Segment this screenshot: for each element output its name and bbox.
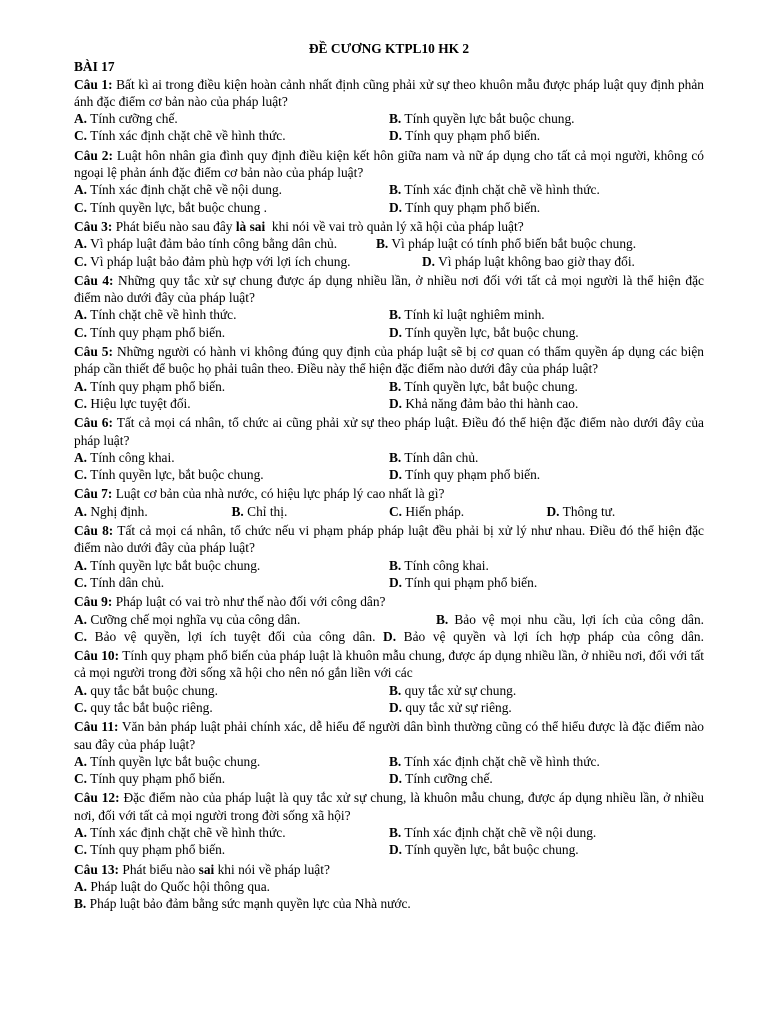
item-text: Cưỡng chế mọi nghĩa vụ của công dân. xyxy=(90,611,301,627)
option-d xyxy=(389,574,704,591)
item-text: Tính quy phạm phổ biến. xyxy=(405,467,541,483)
item-text: Tính quy phạm phổ biến. xyxy=(90,771,226,787)
item-label: D. xyxy=(389,842,403,858)
item-label: A. xyxy=(74,236,88,252)
option-d xyxy=(389,395,704,412)
question-10 xyxy=(74,647,704,716)
document-title: ĐỀ CƯƠNG KTPL10 HK 2 xyxy=(308,41,470,56)
option-d xyxy=(547,503,705,520)
item-text: Vì pháp luật có tính phổ biến bắt buộc chung. xyxy=(391,236,637,252)
item-label: D. xyxy=(389,574,403,590)
option-a xyxy=(74,611,436,628)
item-text: Tính quyền lực bắt buộc chung. xyxy=(90,557,261,573)
item-label: C. xyxy=(74,467,88,483)
item-label: Câu 1: xyxy=(74,76,113,92)
item-text: Tính công khai. xyxy=(404,557,489,573)
item-text: Tất cả mọi cá nhân, tổ chức nếu vi phạm pháp pháp luật đều phải bị xử lý như nhau. Điều đó thể hiện đặc điểm nào dưới đây của pháp luật? xyxy=(74,523,704,556)
item-text: Tính xác định chặt chẽ về hình thức. xyxy=(90,128,286,144)
item-label: C. xyxy=(74,628,88,644)
item-text: Tính quy phạm phổ biến. xyxy=(90,324,226,340)
item-label: D. xyxy=(546,503,560,519)
item-label: C. xyxy=(389,503,403,519)
item-text: Tính xác định chặt chẽ về hình thức. xyxy=(404,182,600,198)
item-text: Phát biểu nào xyxy=(122,861,199,877)
option-a xyxy=(74,878,704,895)
option-c xyxy=(74,699,389,716)
item-text: Nghị định. xyxy=(90,503,148,519)
option-b xyxy=(232,503,390,520)
item-label: A. xyxy=(74,378,88,394)
item-label: B. xyxy=(389,182,402,198)
item-label: Câu 5: xyxy=(74,344,113,360)
item-text: Tính cưỡng chế. xyxy=(405,771,493,787)
item-text: Tính quy phạm phổ biến. xyxy=(90,378,226,394)
item-text: Tính dân chủ. xyxy=(404,449,479,465)
item-label: Câu 11: xyxy=(74,719,119,735)
option-d xyxy=(389,127,704,144)
item-label: C. xyxy=(74,771,88,787)
item-text: Luật hôn nhân gia đình quy định điều kiện kết hôn giữa nam và nữ áp dụng cho tất cả mọi người, không có ngoại lệ phản ánh đặc điểm cơ bản nào của pháp luật? xyxy=(74,147,704,181)
item-label: D. xyxy=(383,628,397,644)
item-text: Những quy tắc xử sự chung được áp dụng nhiều lần, ở nhiều nơi đối với tất cả mọi người là thể hiện đặc điểm nào dưới đây của pháp luật? xyxy=(74,272,704,306)
item-text: Đặc điểm nào của pháp luật là quy tắc xử sự chung, là khuôn mẫu chung, được áp dụng nhiều lần, ở nhiều nơi, đối với tất cả mọi người trong đời sống xã hội? xyxy=(74,790,704,823)
item-text: Tính quy phạm phổ biến. xyxy=(405,128,541,144)
option-b xyxy=(389,682,704,699)
item-text: Tính kỉ luật nghiêm minh. xyxy=(404,307,545,323)
option-b xyxy=(389,557,704,574)
question-13 xyxy=(74,861,704,913)
item-text: Tính quyền lực, bắt buộc chung. xyxy=(405,324,579,340)
option-c xyxy=(74,770,389,787)
option-b xyxy=(74,895,704,912)
item-text: Tính quyền lực, bắt buộc chung. xyxy=(404,378,578,394)
item-text: sai xyxy=(198,861,215,877)
item-label: A. xyxy=(74,825,88,841)
item-text: khi nói về pháp luật? xyxy=(214,861,330,877)
item-text: Tính quyền lực, bắt buộc chung . xyxy=(90,199,267,215)
option-d xyxy=(389,841,704,858)
item-text: quy tắc bắt buộc riêng. xyxy=(90,699,213,715)
item-label: B. xyxy=(74,896,87,912)
question-4 xyxy=(74,272,704,341)
option-b xyxy=(376,235,636,252)
item-label: C. xyxy=(74,324,88,340)
item-label: B. xyxy=(389,753,402,769)
item-text: Tính quyền lực, bắt buộc chung. xyxy=(405,842,579,858)
option-a xyxy=(74,503,232,520)
item-text: Tất cả mọi cá nhân, tổ chức ai cũng phải xử sự theo pháp luật. Điều đó thể hiện đặc điểm nào dưới đây của pháp luật? xyxy=(74,415,704,448)
question-12 xyxy=(74,789,704,858)
option-a xyxy=(74,449,389,466)
item-text: Tính quyền lực, bắt buộc chung. xyxy=(90,467,264,483)
item-label: Câu 3: xyxy=(74,218,113,234)
item-text: Văn bản pháp luật phải chính xác, dễ hiểu để người dân bình thường cũng có thể hiểu được là đặc điểm nào sau đây của pháp luật? xyxy=(74,719,704,752)
item-label: D. xyxy=(389,467,403,483)
item-label: A. xyxy=(74,611,88,627)
option-b xyxy=(436,611,704,628)
option-c xyxy=(389,503,547,520)
item-label: Câu 7: xyxy=(74,486,113,502)
item-text: Hiệu lực tuyệt đối. xyxy=(90,395,191,411)
item-text: Bảo vệ quyền, lợi ích tuyệt đối của công dân. xyxy=(94,628,376,644)
item-label: D. xyxy=(389,324,403,340)
option-a xyxy=(74,378,389,395)
option-a xyxy=(74,824,389,841)
item-label: Câu 4: xyxy=(74,272,114,288)
item-text: Tính quy phạm phổ biến của pháp luật là khuôn mẫu chung, được áp dụng nhiều lần, ở nhiều nơi, đối với tất cả mọi người trong đời sống xã hội cho nên nó gắn liền với các xyxy=(74,648,704,681)
option-b xyxy=(389,110,704,127)
item-text: Tính cưỡng chế. xyxy=(90,111,178,127)
item-label: D. xyxy=(389,199,403,215)
item-label: A. xyxy=(74,111,88,127)
option-c xyxy=(74,127,389,144)
item-label: Câu 13: xyxy=(74,861,120,877)
question-3 xyxy=(74,218,704,270)
option-c xyxy=(74,574,389,591)
option-a xyxy=(74,181,389,198)
item-label: C. xyxy=(74,574,88,590)
option-c xyxy=(74,253,422,270)
item-text: Tính chặt chẽ về hình thức. xyxy=(90,307,237,323)
option-d xyxy=(389,466,704,483)
item-label: C. xyxy=(74,699,88,715)
item-label: A. xyxy=(74,682,88,698)
item-text: là sai xyxy=(235,218,266,234)
item-label: C. xyxy=(74,842,88,858)
item-label: B. xyxy=(389,111,402,127)
item-text: quy tắc bắt buộc chung. xyxy=(90,682,218,698)
item-text: Tính qui phạm phổ biến. xyxy=(405,574,538,590)
item-text: Chỉ thị. xyxy=(247,503,288,519)
option-a xyxy=(74,306,389,323)
item-text: Khả năng đảm bảo thi hành cao. xyxy=(405,395,579,411)
item-label: Câu 6: xyxy=(74,415,113,431)
question-1 xyxy=(74,76,704,145)
option-a xyxy=(74,235,376,252)
item-label: B. xyxy=(436,611,449,627)
item-label: A. xyxy=(74,307,88,323)
item-text: Luật cơ bản của nhà nước, có hiệu lực pháp lý cao nhất là gì? xyxy=(115,486,445,502)
item-text: Pháp luật do Quốc hội thông qua. xyxy=(90,878,271,894)
item-label: A. xyxy=(74,503,88,519)
option-b xyxy=(389,181,704,198)
item-text: Vì pháp luật bảo đảm phù hợp với lợi ích chung. xyxy=(90,253,351,269)
option-c xyxy=(74,841,389,858)
item-label: Câu 12: xyxy=(74,790,120,806)
item-text: Tính xác định chặt chẽ về hình thức. xyxy=(90,825,286,841)
question-11 xyxy=(74,718,704,787)
item-text: Tính công khai. xyxy=(90,449,175,465)
item-label: B. xyxy=(376,236,389,252)
item-text: Vì pháp luật đảm bảo tính công bằng dân chủ. xyxy=(90,236,338,252)
option-c xyxy=(74,395,389,412)
item-text: Bảo vệ mọi nhu cầu, lợi ích của công dân. xyxy=(454,611,705,627)
option-b xyxy=(389,378,704,395)
option-d xyxy=(389,199,704,216)
item-label: D. xyxy=(389,395,403,411)
question-8 xyxy=(74,522,704,591)
item-text: Tính xác định chặt chẽ về nội dung. xyxy=(404,825,597,841)
item-text: Tính dân chủ. xyxy=(90,574,165,590)
item-text: Vì pháp luật không bao giờ thay đổi. xyxy=(438,253,635,269)
item-text: khi nói về vai trò quản lý xã hội của pháp luật? xyxy=(265,218,524,234)
item-text: Thông tư. xyxy=(562,503,616,519)
option-d xyxy=(422,253,635,270)
option-d xyxy=(389,770,704,787)
item-label: D. xyxy=(422,253,436,269)
item-label: B. xyxy=(231,503,244,519)
option-d xyxy=(389,324,704,341)
item-text: Những người có hành vi không đúng quy định của pháp luật sẽ bị cơ quan có thẩm quyền áp dụng các biện pháp cần thiết để buộc họ phải tuân theo. Điều này thể hiện đặc điểm nào dưới đây của pháp luật? xyxy=(74,344,704,377)
item-label: D. xyxy=(389,128,403,144)
item-text: Tính quyền lực bắt buộc chung. xyxy=(404,111,575,127)
item-label: A. xyxy=(74,449,88,465)
item-text: Tính quy phạm phổ biến. xyxy=(90,842,226,858)
item-label: B. xyxy=(389,825,402,841)
item-label: A. xyxy=(74,753,88,769)
question-9 xyxy=(74,593,704,645)
item-label: A. xyxy=(74,182,88,198)
item-text: Tính xác định chặt chẽ về hình thức. xyxy=(404,753,600,769)
option-d xyxy=(389,699,704,716)
item-label: Câu 2: xyxy=(74,147,113,163)
item-label: Câu 8: xyxy=(74,523,114,539)
item-text: Tính xác định chặt chẽ về nội dung. xyxy=(90,182,283,198)
option-c xyxy=(74,199,389,216)
option-c xyxy=(74,466,389,483)
item-label: B. xyxy=(389,449,402,465)
item-label: A. xyxy=(74,557,88,573)
item-text: Pháp luật bảo đảm bằng sức mạnh quyền lực của Nhà nước. xyxy=(89,896,411,912)
option-a xyxy=(74,557,389,574)
item-text: quy tắc xử sự chung. xyxy=(404,682,517,698)
option-c xyxy=(74,324,389,341)
lesson-heading: BÀI 17 xyxy=(74,59,115,75)
item-label: Câu 10: xyxy=(74,648,120,664)
item-label: C. xyxy=(74,395,88,411)
option-d xyxy=(383,629,704,644)
question-5 xyxy=(74,343,704,412)
option-a xyxy=(74,110,389,127)
option-b xyxy=(389,753,704,770)
item-label: B. xyxy=(389,378,402,394)
item-label: Câu 9: xyxy=(74,594,113,610)
item-text: Tính quyền lực bắt buộc chung. xyxy=(90,753,261,769)
item-text: Phát biểu nào sau đây xyxy=(115,218,236,234)
item-label: C. xyxy=(74,128,88,144)
item-text: quy tắc xử sự riêng. xyxy=(405,699,512,715)
option-b xyxy=(389,449,704,466)
question-6 xyxy=(74,414,704,483)
item-label: D. xyxy=(389,771,403,787)
option-b xyxy=(389,824,704,841)
item-label: B. xyxy=(389,307,402,323)
item-label: B. xyxy=(389,682,402,698)
item-label: D. xyxy=(389,699,403,715)
item-text: Pháp luật có vai trò như thế nào đối với công dân? xyxy=(115,594,386,610)
item-text: Bảo vệ quyền và lợi ích hợp pháp của công dân. xyxy=(403,628,704,644)
item-text: Tính quy phạm phổ biến. xyxy=(405,199,541,215)
option-a xyxy=(74,753,389,770)
item-label: C. xyxy=(74,253,88,269)
item-label: B. xyxy=(389,557,402,573)
option-a xyxy=(74,682,389,699)
option-b xyxy=(389,306,704,323)
item-text: Bất kì ai trong điều kiện hoàn cảnh nhất định cũng phải xử sự theo khuôn mẫu được pháp luật quy định phản ánh đặc điểm cơ bản nào của pháp luật? xyxy=(74,76,704,109)
item-label: C. xyxy=(74,199,88,215)
item-text: Hiến pháp. xyxy=(405,503,465,519)
item-label: A. xyxy=(74,878,88,894)
question-7 xyxy=(74,485,704,520)
question-2 xyxy=(74,147,704,216)
option-c xyxy=(74,629,375,644)
